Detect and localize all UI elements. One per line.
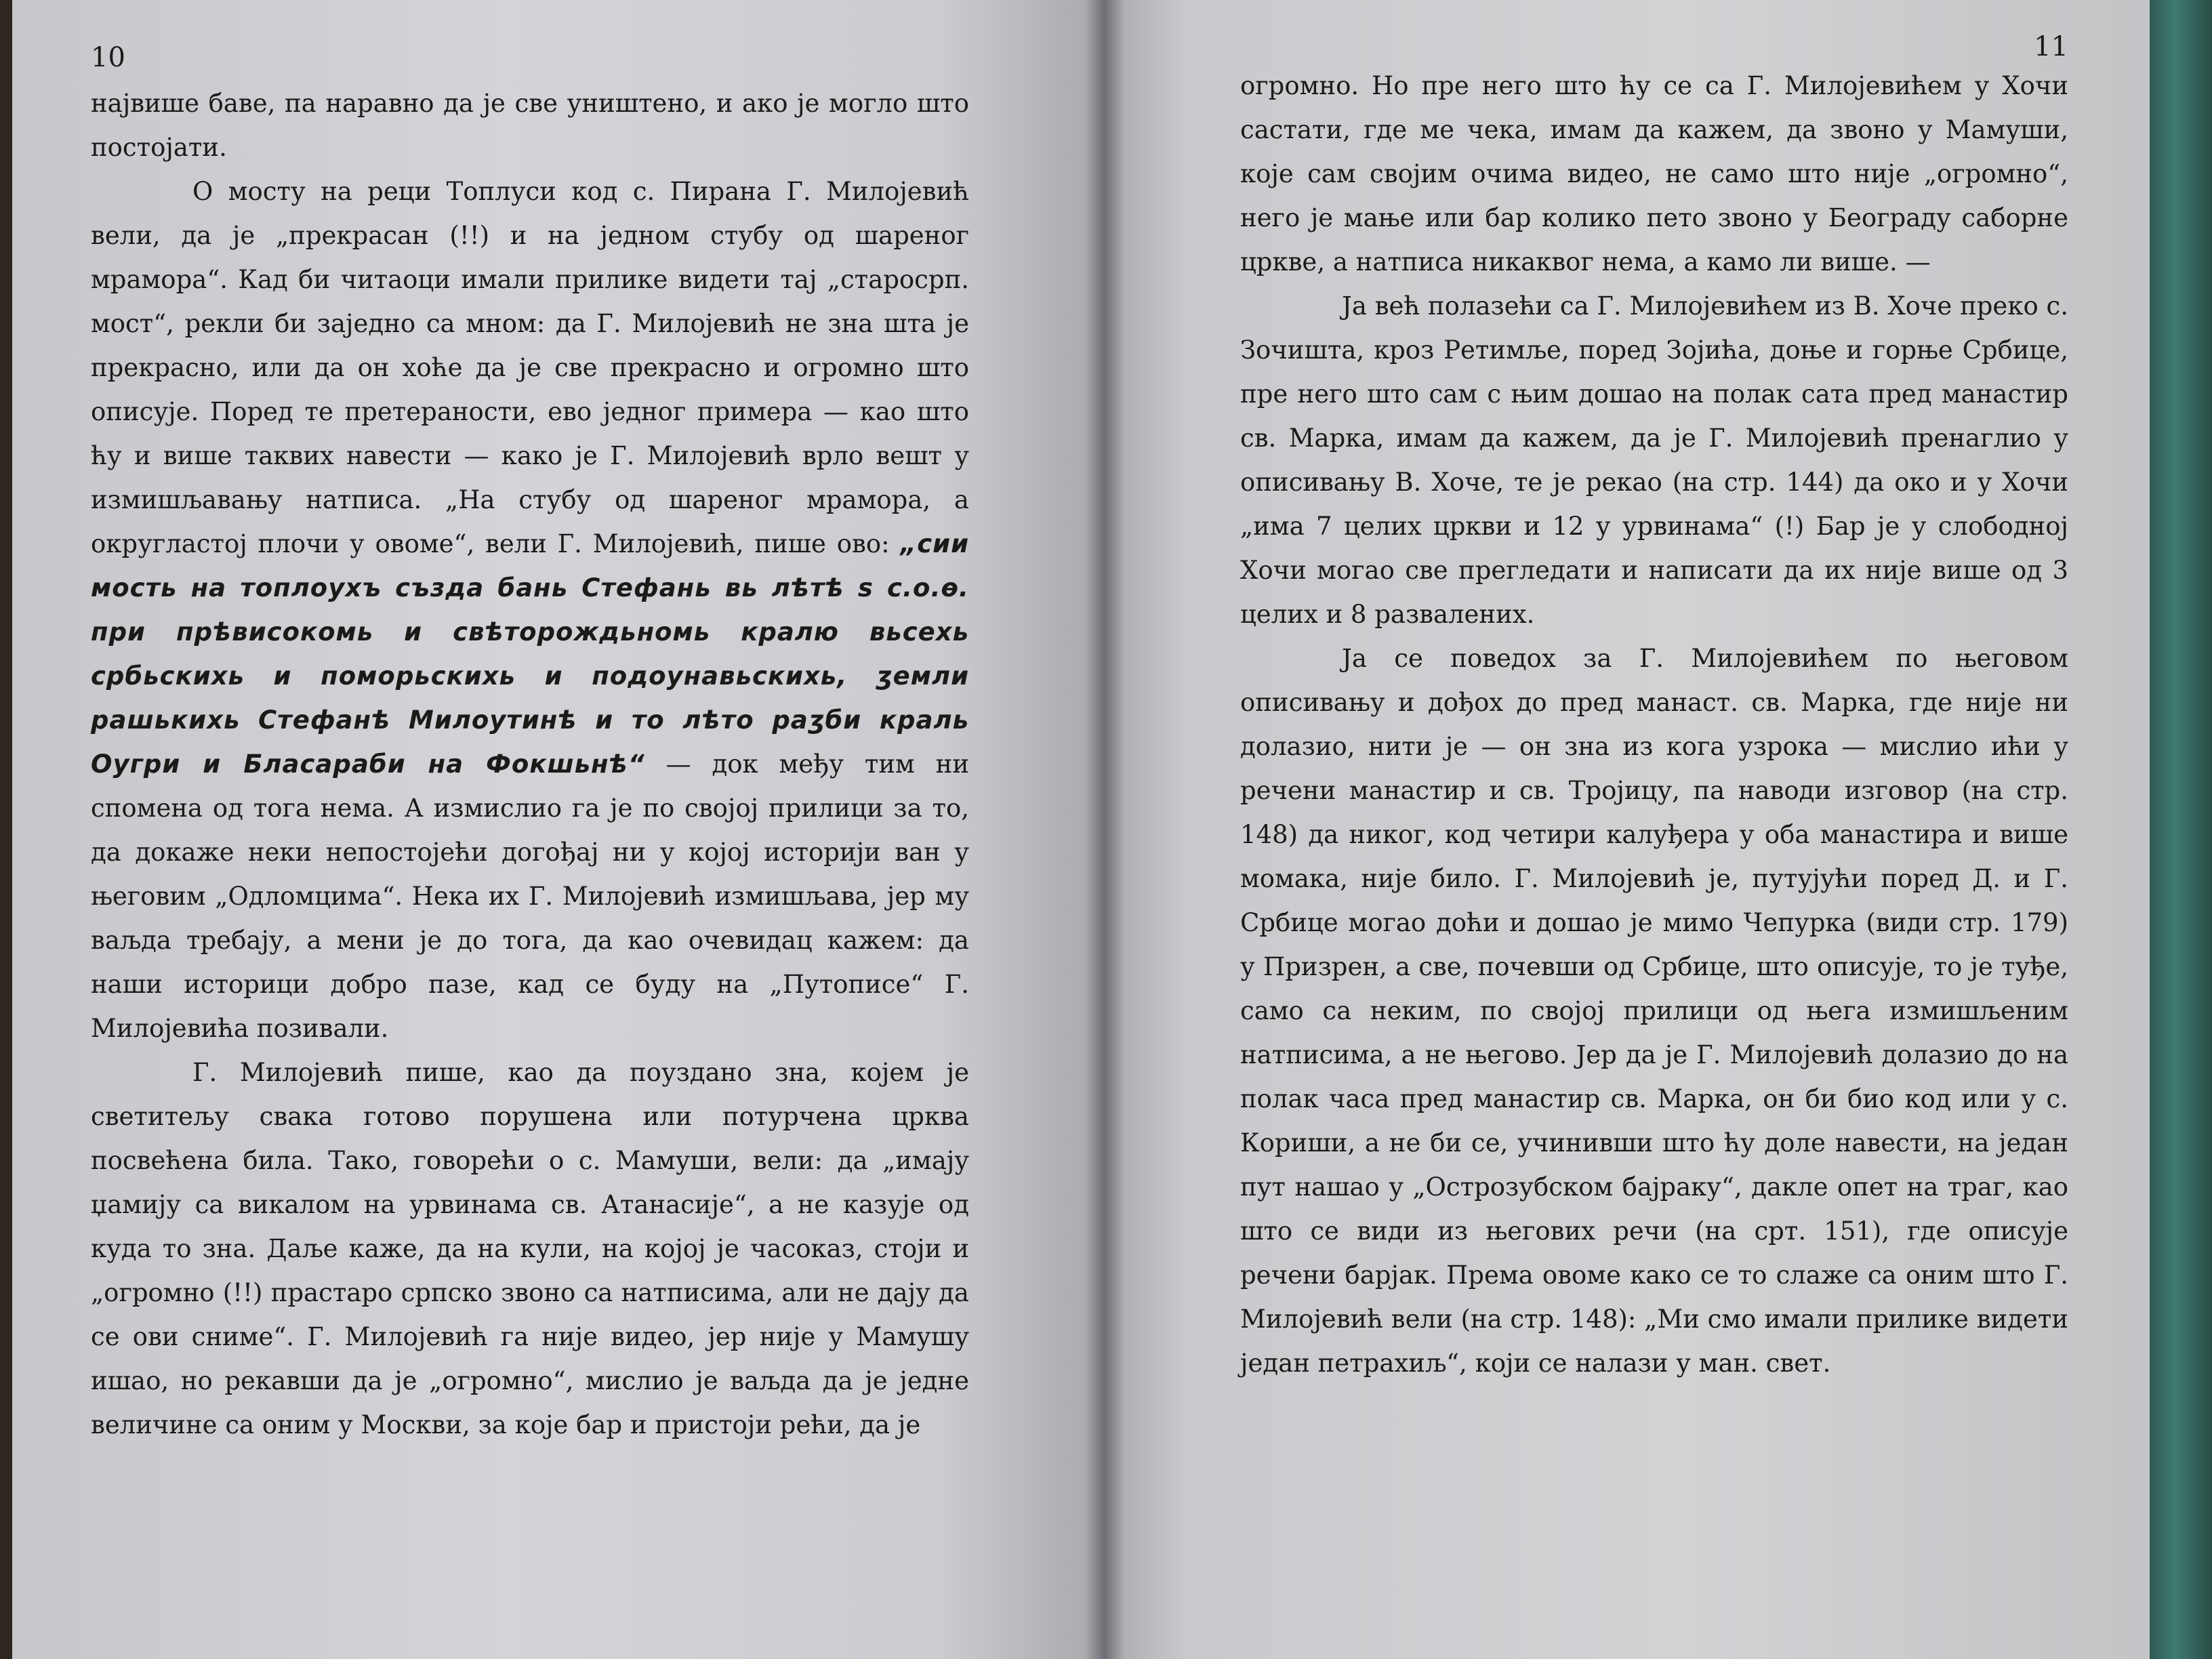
right-paragraph-1: огромно. Но пре него што ћу се са Г. Милојевићем у Хочи састати, где ме чека, имам да кажем, да звоно у Мамуши, које сам својим очима видео, не само што није „огромно“, него је мање или бар колико пето звоно у Београду саборне цркве, а натписа никаквог нема, а камо ли више. — [1240,71,2068,276]
book-cover-edge [2150,0,2212,1659]
right-paragraph-3: Ја се поведох за Г. Милојевићем по његовом описивању и дођох до пред манаст. св. Марка, где није ни долазио, нити је — он зна из кога узрока — мислио ићи у речени манастир и св. Тројицу, па наводи изговор (на стр. 148) да никог, код четири калуђера у оба манастира и више момака, није било. Г. Милојевић је, путујући поред Д. и Г. Србице могао доћи и дошао је мимо Чепурка (види стр. 179) у Призрен, а све, почевши од Србице, што описује, то је туђе, само са неким, по својој прилици од њега измишљеним натписима, а не његово. Јер да је Г. Милојевић долазио до на полак часа пред манастир св. Марка, он би био код или у с. Кориши, а не би се, учинивши што ћу доле навести, на један пут нашао у „Острозубском бајраку“, дакле опет на траг, као што се види из његових речи (на срт. 151), где описује речени барјак. Према овоме како се то слаже са оним што Г. Милојевић вели (на стр. 148): „Ми смо имали прилике видети један петрахиљ“, који се налази у ман. свет. [1240,644,2068,1378]
right-paragraph-2: Ја већ полазећи са Г. Милојевићем из В. Хоче преко с. Зочишта, кроз Ретимље, поред Зојића, доње и горње Србице, пре него што сам с њим дошао на полак сата пред манастир св. Марка, имам да кажем, да је Г. Милојевић пренаглио у описивању В. Хоче, те је рекао (на стр. 144) да око и у Хочи „има 7 целих цркви и 12 у урвинама“ (!) Бар је у слободној Хочи могао све прегледати и написати да их није више од 3 целих и 8 развалених. [1240,291,2068,629]
left-paragraph-1: највише баве, па наравно да је све уништено, и ако је могло што постојати. [91,89,969,162]
left-page [12,0,1105,1659]
old-slavonic-inscription: „сии мость на топлоухъ създа бань Стефань вь лѣтѣ ѕ с.о.ѳ. при прѣвисокомь и свѣторождьномь кралю вьсехь србьскихь и поморьскихь и подоунавьскихь, ӡемли рашькихь Стефанѣ Милоутинѣ и то лѣто раӡби краль Оугри и Бласараби на Фокшьнѣ“ [91,529,969,779]
inscription-tail-text: — док међу тим ни спомена од тога нема. А измислио га је по својој прилици за то, да докаже неки непостојећи догођај ни у којој историји ван у његовим „Одломцима“. Нека их Г. Милојевић измишљава, јер му ваљда требају, а мени је до тога, да као очевидац кажем: да наши историци добро пазе, кад се буду на „Путописе“ Г. Милојевића позивали. [91,750,969,1043]
page-number-right: 11 [2034,31,2068,62]
right-page [1105,0,2150,1659]
page-number-left: 10 [91,42,125,73]
left-paragraph-2-text: О мосту на реци Топлуси код с. Пирана Г. Милојевић вели, да је „прекрасан (!!) и на једном стубу од шареног мрамора“. Кад би читаоци имали прилике видети тај „старосрп. мост“, рекли би заједно са мном: да Г. Милојевић не зна шта је прекрасно, или да он хоће да је све прекрасно и огромно што описује. Поред те претераности, ево једног примера — као што ћу и више таквих навести — како је Г. Милојевић врло вешт у измишљавању натписа. „На стубу од шареног мрамора, а округластој плочи у овоме“, вели Г. Милојевић, пише ово: [91,177,969,558]
left-paragraph-2 [91,169,969,1050]
book-gutter-shadow [1084,0,1125,1659]
left-paragraph-3: Г. Милојевић пише, као да поуздано зна, којем је светитељу свака готово порушена или потурчена црква посвећена била. Тако, говорећи о с. Мамуши, вели: да „имају џамију са викалом на урвинама св. Атанасије“, а не казује од куда то зна. Даље каже, да на кули, на којој је часоказ, стоји и „огромно (!!) прастаро српско звоно са натписима, али не дају да се ови сниме“. Г. Милојевић га није видео, јер није у Мамушу ишао, но рекавши да је „огромно“, мислио је ваљда да је једне величине са оним у Москви, за које бар и пристоји рећи, да је [91,1058,969,1439]
